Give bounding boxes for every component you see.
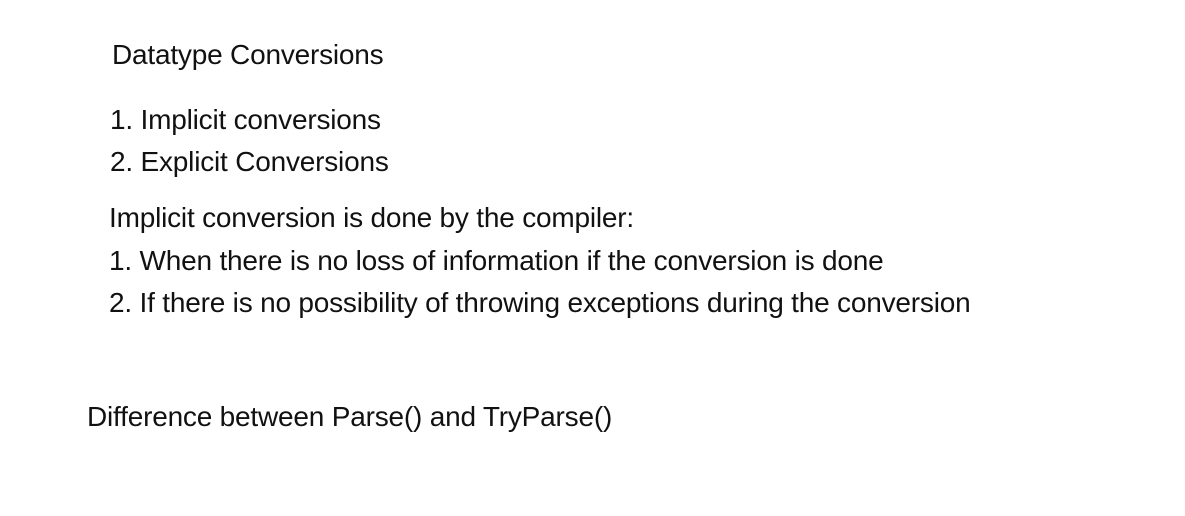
list-item-implicit: 1. Implicit conversions xyxy=(110,104,381,135)
implicit-section-heading: Implicit conversion is done by the compiler: xyxy=(109,202,634,233)
list-item-no-exceptions: 2. If there is no possibility of throwing exceptions during the conversion xyxy=(109,287,971,318)
page-title: Datatype Conversions xyxy=(112,39,384,70)
list-item-no-loss: 1. When there is no loss of information if the conversion is done xyxy=(109,245,884,276)
difference-heading: Difference between Parse() and TryParse() xyxy=(87,401,613,432)
list-item-explicit: 2. Explicit Conversions xyxy=(110,146,389,177)
